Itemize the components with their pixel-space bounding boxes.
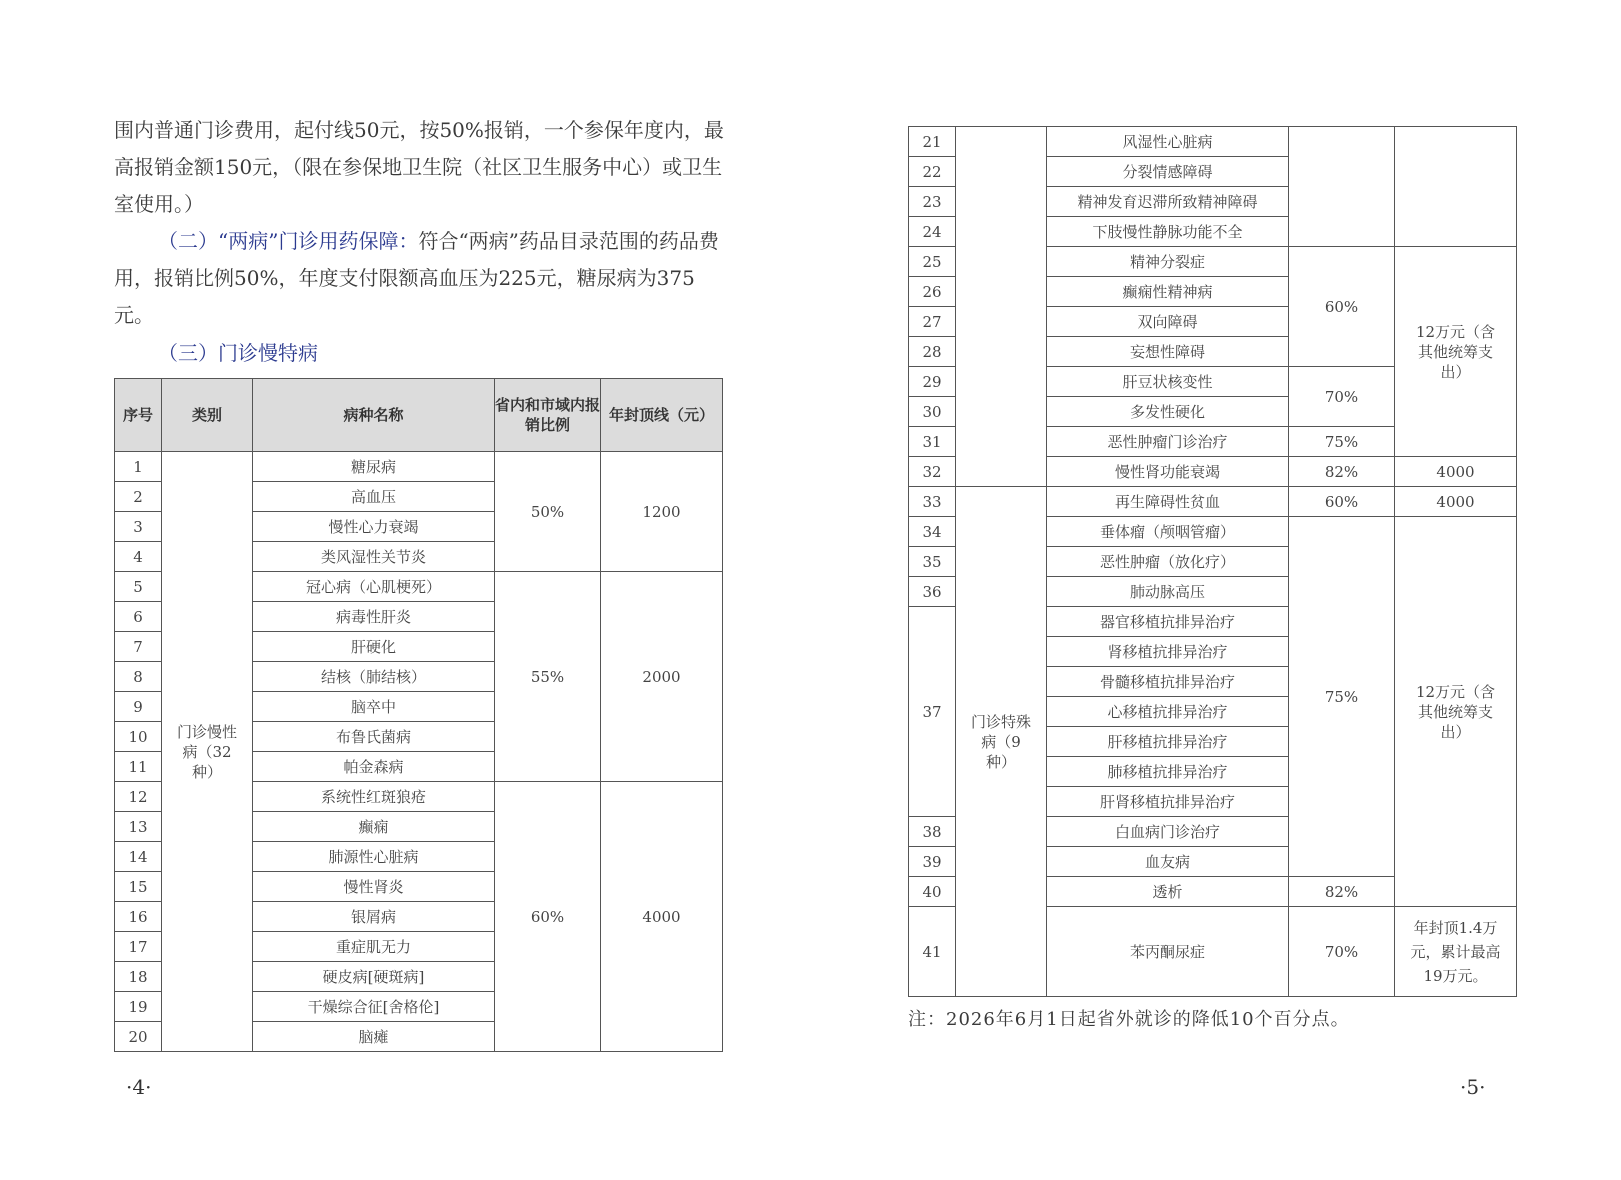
row-disease: 脑瘫 [253,1022,495,1052]
row-disease: 银屑病 [253,902,495,932]
row-seq: 27 [909,307,956,337]
section2-body: 符合“两病”药品目录范围的药品费用，报销比例50%，年度支付限额高血压为225元，糖尿病为375元。 [114,229,719,327]
row-disease: 癫痫 [253,812,495,842]
row-seq: 34 [909,517,956,547]
row-seq: 16 [115,902,162,932]
page-number-left: ·4· [126,1075,152,1099]
row-seq: 35 [909,547,956,577]
header-ratio: 省内和市域内报销比例 [495,379,601,452]
row-disease: 肝肾移植抗排异治疗 [1047,787,1289,817]
row-disease: 肺源性心脏病 [253,842,495,872]
row-disease: 干燥综合征[舍格伦] [253,992,495,1022]
row-disease: 慢性心力衰竭 [253,512,495,542]
row-seq: 36 [909,577,956,607]
row-seq: 7 [115,632,162,662]
row-seq: 13 [115,812,162,842]
row-seq: 25 [909,247,956,277]
two-diseases-paragraph [114,223,730,334]
row-disease: 肝移植抗排异治疗 [1047,727,1289,757]
row-seq: 4 [115,542,162,572]
row-seq: 2 [115,482,162,512]
cap-cell-continued [1395,127,1517,247]
row-disease: 肺移植抗排异治疗 [1047,757,1289,787]
row-seq: 8 [115,662,162,692]
row-seq: 33 [909,487,956,517]
ratio-cell: 50% [495,452,601,572]
row-seq: 39 [909,847,956,877]
intro-paragraph: 围内普通门诊费用，起付线50元，按50%报销，一个参保年度内，最高报销金额150元，（限在参保地卫生院（社区卫生服务中心）或卫生室使用。） [114,118,724,216]
ratio-cell-continued [1289,127,1395,247]
row-seq: 15 [115,872,162,902]
category-cell-special: 门诊特殊病（9种） [956,487,1047,997]
ratio-cell: 60% [1289,487,1395,517]
header-disease: 病种名称 [253,379,495,452]
row-disease: 风湿性心脏病 [1047,127,1289,157]
right-page [810,0,1621,1180]
row-disease: 血友病 [1047,847,1289,877]
section2-heading: （二）“两病”门诊用药保障： [158,229,419,253]
row-seq: 1 [115,452,162,482]
row-disease: 多发性硬化 [1047,397,1289,427]
header-cap: 年封顶线（元） [601,379,723,452]
row-seq: 10 [115,722,162,752]
row-disease: 双向障碍 [1047,307,1289,337]
chronic-disease-table-left [114,378,723,1052]
ratio-cell: 82% [1289,457,1395,487]
footnote: 注：2026年6月1日起省外就诊的降低10个百分点。 [908,1009,1350,1030]
row-disease: 系统性红斑狼疮 [253,782,495,812]
row-disease: 脑卒中 [253,692,495,722]
row-seq: 12 [115,782,162,812]
row-disease: 糖尿病 [253,452,495,482]
cap-cell: 4000 [1395,457,1517,487]
ratio-cell: 75% [1289,427,1395,457]
row-disease: 重症肌无力 [253,932,495,962]
row-disease: 冠心病（心肌梗死） [253,572,495,602]
row-seq: 29 [909,367,956,397]
row-disease: 白血病门诊治疗 [1047,817,1289,847]
row-seq: 6 [115,602,162,632]
left-page [0,0,810,1180]
row-seq: 11 [115,752,162,782]
row-disease: 恶性肿瘤门诊治疗 [1047,427,1289,457]
row-disease: 癫痫性精神病 [1047,277,1289,307]
chronic-disease-table-right [908,126,1517,997]
ratio-cell: 75% [1289,517,1395,877]
row-disease: 结核（肺结核） [253,662,495,692]
row-disease: 高血压 [253,482,495,512]
row-seq: 32 [909,457,956,487]
cap-cell: 12万元（含其他统筹支出） [1395,247,1517,457]
table-row [909,127,1517,157]
cap-cell: 12万元（含其他统筹支出） [1395,517,1517,907]
row-disease: 硬皮病[硬斑病] [253,962,495,992]
page-number-right: ·5· [1460,1075,1486,1099]
row-seq: 17 [115,932,162,962]
ratio-cell: 60% [1289,247,1395,367]
table-row [115,452,723,482]
row-disease: 器官移植抗排异治疗 [1047,607,1289,637]
row-disease: 垂体瘤（颅咽管瘤） [1047,517,1289,547]
ratio-cell: 55% [495,572,601,782]
row-disease: 恶性肿瘤（放化疗） [1047,547,1289,577]
row-disease: 肾移植抗排异治疗 [1047,637,1289,667]
row-seq: 19 [115,992,162,1022]
row-disease: 病毒性肝炎 [253,602,495,632]
row-seq: 37 [909,607,956,817]
ratio-cell: 60% [495,782,601,1052]
category-cell: 门诊慢性病（32种） [162,452,253,1052]
cap-cell: 4000 [601,782,723,1052]
row-disease: 布鲁氏菌病 [253,722,495,752]
row-disease: 苯丙酮尿症 [1047,907,1289,997]
table-row [909,487,1517,517]
row-disease: 精神发育迟滞所致精神障碍 [1047,187,1289,217]
row-disease: 再生障碍性贫血 [1047,487,1289,517]
section3-heading: （三）门诊慢特病 [158,341,318,365]
cap-cell: 2000 [601,572,723,782]
row-seq: 22 [909,157,956,187]
row-seq: 14 [115,842,162,872]
row-disease: 肺动脉高压 [1047,577,1289,607]
row-seq: 21 [909,127,956,157]
row-seq: 9 [115,692,162,722]
row-disease: 帕金森病 [253,752,495,782]
row-disease: 肝豆状核变性 [1047,367,1289,397]
ratio-cell: 70% [1289,367,1395,427]
header-category: 类别 [162,379,253,452]
row-seq: 24 [909,217,956,247]
row-disease: 透析 [1047,877,1289,907]
row-disease: 类风湿性关节炎 [253,542,495,572]
row-disease: 精神分裂症 [1047,247,1289,277]
row-seq: 18 [115,962,162,992]
row-disease: 妄想性障碍 [1047,337,1289,367]
ratio-cell: 70% [1289,907,1395,997]
row-disease: 骨髓移植抗排异治疗 [1047,667,1289,697]
ratio-cell: 82% [1289,877,1395,907]
row-seq: 20 [115,1022,162,1052]
row-seq: 28 [909,337,956,367]
row-disease: 下肢慢性静脉功能不全 [1047,217,1289,247]
row-seq: 30 [909,397,956,427]
row-seq: 3 [115,512,162,542]
row-seq: 31 [909,427,956,457]
row-seq: 40 [909,877,956,907]
row-disease: 慢性肾炎 [253,872,495,902]
row-disease: 分裂情感障碍 [1047,157,1289,187]
row-disease: 心移植抗排异治疗 [1047,697,1289,727]
cap-cell: 4000 [1395,487,1517,517]
row-disease: 肝硬化 [253,632,495,662]
row-seq: 26 [909,277,956,307]
row-seq: 41 [909,907,956,997]
category-cell-continued [956,127,1047,487]
row-seq: 5 [115,572,162,602]
cap-cell: 1200 [601,452,723,572]
row-seq: 38 [909,817,956,847]
row-disease: 慢性肾功能衰竭 [1047,457,1289,487]
header-seq: 序号 [115,379,162,452]
cap-cell: 年封顶1.4万元，累计最高19万元。 [1395,907,1517,997]
row-seq: 23 [909,187,956,217]
